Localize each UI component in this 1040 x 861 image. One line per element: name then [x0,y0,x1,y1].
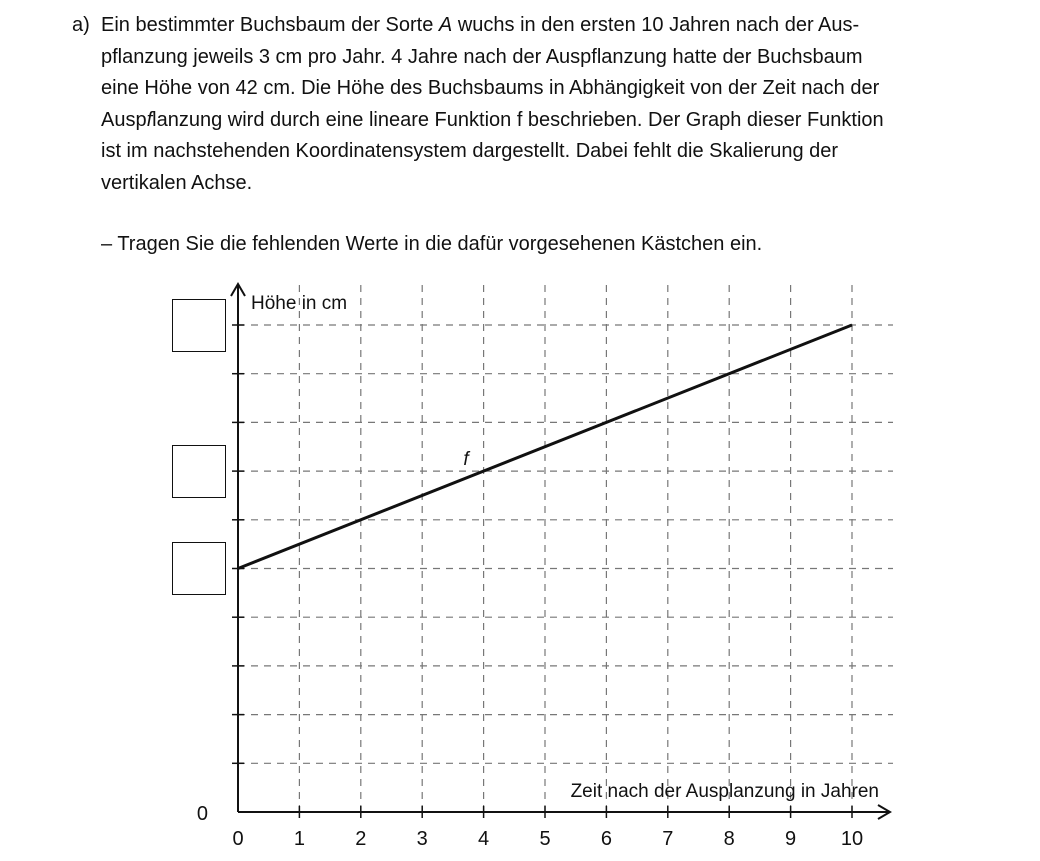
x-tick-label: 8 [723,828,735,850]
series-line-f [238,325,852,569]
problem-text-line: vertikalen Achse. [101,171,253,194]
x-tick-label: 9 [785,828,797,850]
problem-label: a) [72,14,90,36]
x-tick-label: 2 [355,828,367,850]
answer-box-middle[interactable] [172,445,226,498]
x-tick-label: 0 [232,828,244,850]
x-tick-label: 6 [600,828,612,850]
x-tick-label: 10 [840,828,864,850]
x-tick-label: 4 [478,828,490,850]
series-label-f: f [463,449,469,470]
y-origin-label: 0 [196,803,208,825]
answer-box-low[interactable] [172,542,226,595]
problem-text-line: ist im nachstehenden Koordinatensystem dargestellt. Dabei fehlt die Skalierung der [101,140,839,162]
y-axis-label: Höhe in cm [251,293,348,314]
problem-text-line: pflanzung jeweils 3 cm pro Jahr. 4 Jahre nach der Auspflanzung hatte der Buchsbaum [101,45,863,68]
problem-text-line: eine Höhe von 42 cm. Die Höhe des Buchsbaums in Abhängigkeit von der Zeit nach der [101,77,880,99]
answer-box-top[interactable] [172,299,226,352]
x-axis-label: Zeit nach der Ausplanzung in Jahren [570,781,879,802]
task-instruction: – Tragen Sie die fehlenden Werte in die dafür vorgesehenen Kästchen ein. [101,233,763,255]
x-tick-label: 3 [416,828,428,850]
x-tick-label: 5 [539,828,551,850]
x-tick-label: 1 [293,828,305,850]
x-tick-label: 7 [662,828,674,850]
problem-text-line: Ein bestimmter Buchsbaum der Sorte A wuchs in den ersten 10 Jahren nach der Aus- [101,14,860,36]
problem-text-line: Auspflanzung wird durch eine lineare Funktion f beschrieben. Der Graph dieser Funktion [101,108,884,131]
